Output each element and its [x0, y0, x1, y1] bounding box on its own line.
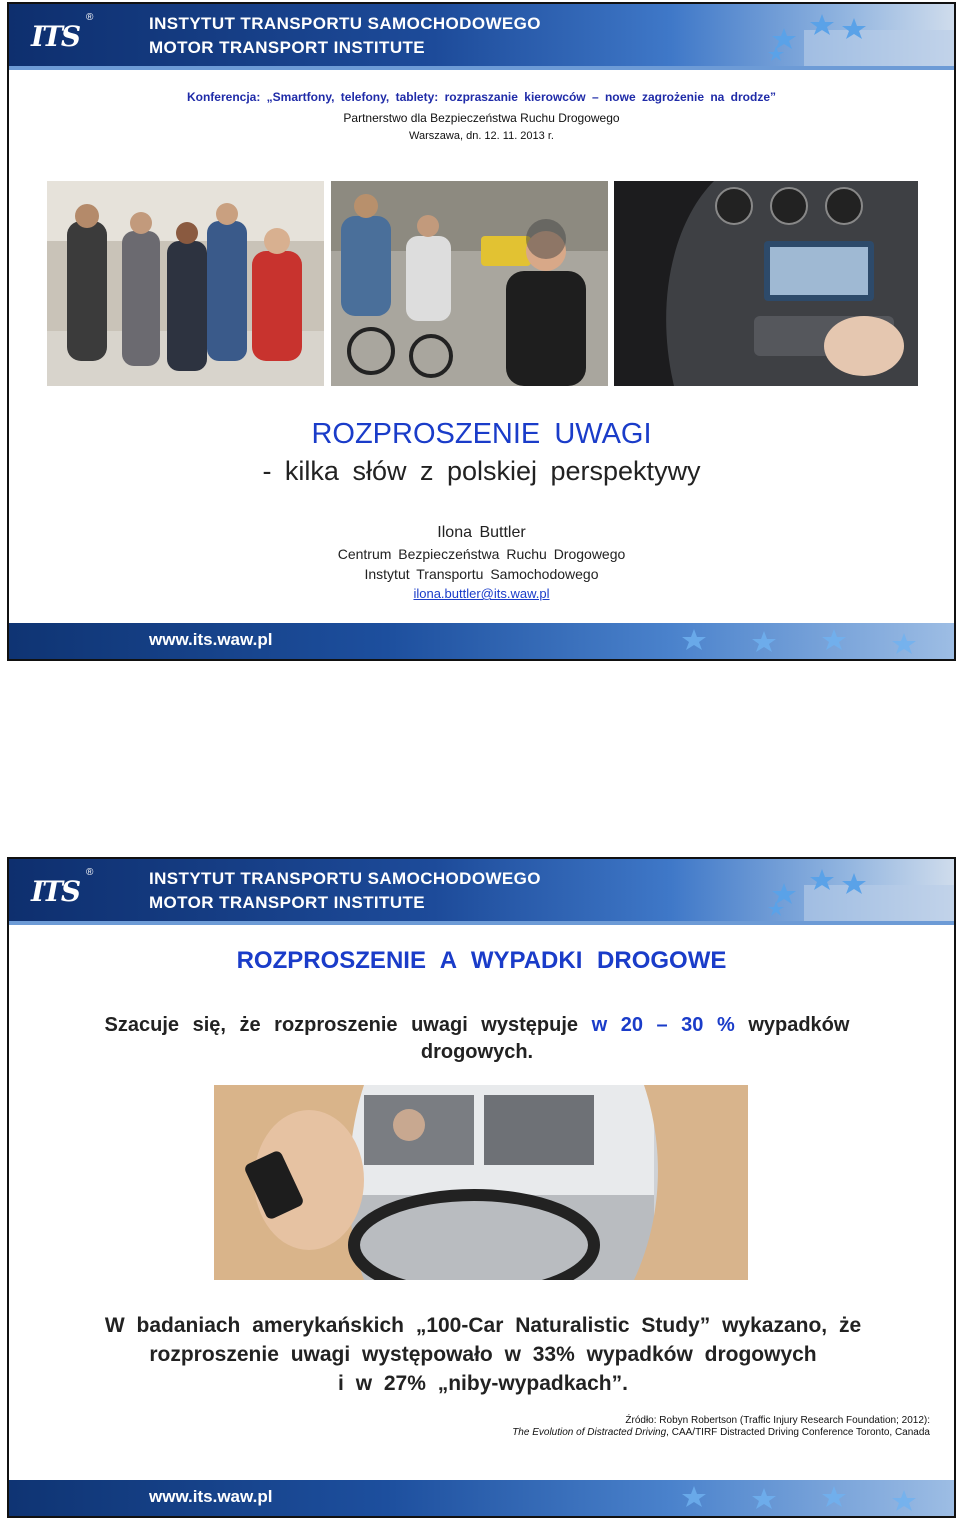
slide-title [7, 2, 956, 661]
author-email-link[interactable]: ilona.buttler@its.waw.pl [413, 586, 550, 601]
footer-url[interactable]: www.its.waw.pl [149, 630, 273, 649]
cyclists-photo [331, 181, 608, 386]
stat-highlight: w 20 – 30 % [591, 1014, 735, 1036]
institute-name-pl: INSTYTUT TRANSPORTU SAMOCHODOWEGO [149, 14, 541, 33]
source-citation [512, 1415, 930, 1439]
footer-banner [9, 623, 954, 659]
distraction-statistic [77, 1012, 877, 1066]
stat-text-after: wypadków drogowych. [420, 1014, 850, 1063]
study-finding [49, 1311, 917, 1398]
slide-title: ROZPROSZENIE A WYPADKI DROGOWE [236, 947, 727, 974]
source-title: The Evolution of Distracted Driving [512, 1427, 667, 1438]
footer-stars-graphic [654, 623, 954, 659]
conference-title: Konferencja: „Smartfony, telefony, tablety: rozpraszanie kierowców – nowe zagrożenie na drodze” [186, 90, 776, 104]
pedestrians-photo [47, 181, 324, 386]
dashboard-photo [614, 181, 918, 386]
footer-stars-graphic [654, 1480, 954, 1516]
slide-accidents [7, 857, 956, 1518]
partnership-text: Partnerstwo dla Bezpieczeństwa Ruchu Drogowego [343, 111, 620, 125]
header-banner [9, 859, 954, 925]
banner-stars-graphic [764, 10, 954, 66]
registered-mark: ® [86, 12, 94, 23]
author-name: Ilona Buttler [437, 524, 526, 541]
stat-text-before: Szacuje się, że rozproszenie uwagi występuje [104, 1014, 592, 1036]
presentation-subtitle: - kilka słów z polskiej perspektywy [262, 456, 701, 486]
source-line-2 [512, 1427, 930, 1439]
institute-name-en: MOTOR TRANSPORT INSTITUTE [149, 893, 426, 912]
banner-stripe [9, 66, 954, 70]
its-logo: ITS [31, 20, 80, 53]
author-affiliation-1: Centrum Bezpieczeństwa Ruchu Drogowego [337, 546, 626, 562]
its-logo: ITS [31, 875, 80, 908]
study-line-3: i w 27% „niby-wypadkach”. [338, 1372, 628, 1395]
study-line-1: W badaniach amerykańskich „100-Car Naturalistic Study” wykazano, że [104, 1314, 862, 1337]
header-banner [9, 4, 954, 70]
phone-driver-photo [214, 1085, 748, 1280]
footer-banner [9, 1480, 954, 1516]
source-line-1: Źródło: Robyn Robertson (Traffic Injury Research Foundation; 2012): [625, 1415, 930, 1426]
institute-name-en: MOTOR TRANSPORT INSTITUTE [149, 38, 426, 57]
author-affiliation-2: Instytut Transportu Samochodowego [364, 566, 599, 582]
footer-url[interactable]: www.its.waw.pl [149, 1487, 273, 1506]
presentation-title: ROZPROSZENIE UWAGI [311, 418, 652, 450]
source-rest: , CAA/TIRF Distracted Driving Conference Toronto, Canada [666, 1427, 930, 1438]
banner-stripe [9, 921, 954, 925]
banner-stars-graphic [764, 865, 954, 921]
institute-name-pl: INSTYTUT TRANSPORTU SAMOCHODOWEGO [149, 869, 541, 888]
date-text: Warszawa, dn. 12. 11. 2013 r. [409, 130, 554, 142]
study-line-2: rozproszenie uwagi występowało w 33% wypadków drogowych [149, 1343, 817, 1366]
registered-mark: ® [86, 867, 94, 878]
